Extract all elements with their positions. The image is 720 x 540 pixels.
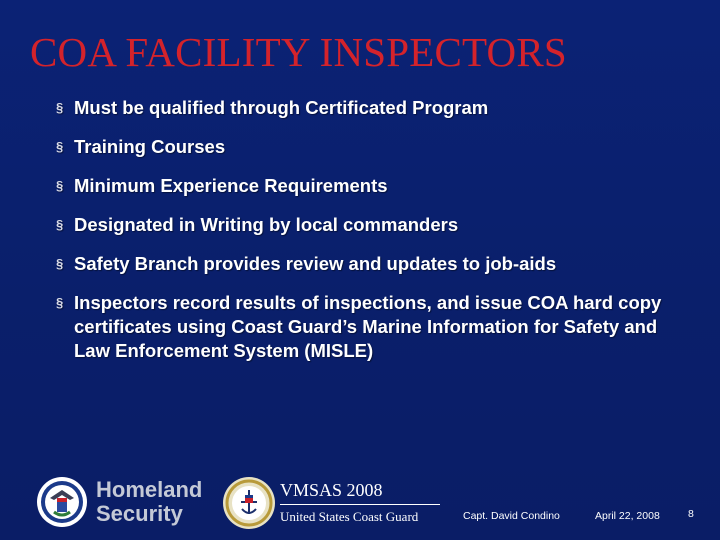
bullet-text: Safety Branch provides review and updates to job-aids (74, 253, 557, 274)
bullet-text: Inspectors record results of inspections, and issue COA hard copy certificates using Coast Guard’s Marine Information for Safety and Law Enforcement System (MISLE) (74, 292, 662, 361)
event-name: VMSAS 2008 (280, 480, 440, 505)
page-number: 8 (688, 508, 694, 520)
bullet-marker: § (56, 295, 64, 310)
dhs-wordmark (96, 478, 202, 526)
bullet-item (56, 291, 676, 363)
bullet-marker: § (56, 217, 64, 232)
bullet-list (56, 96, 676, 378)
footer (0, 468, 720, 540)
slide-title: COA FACILITY INSPECTORS (30, 29, 567, 75)
bullet-marker: § (56, 256, 64, 271)
bullet-item (56, 252, 676, 276)
bullet-text: Training Courses (74, 136, 226, 157)
dhs-line1: Homeland (96, 477, 203, 502)
event-block (280, 480, 440, 525)
organization-name: United States Coast Guard (280, 509, 419, 524)
presenter-name: Capt. David Condino (463, 510, 560, 522)
bullet-item (56, 135, 676, 159)
dhs-line2: Security (96, 501, 183, 526)
bullet-text: Designated in Writing by local commanders (74, 214, 459, 235)
uscg-seal-icon (222, 476, 276, 530)
bullet-marker: § (56, 100, 64, 115)
bullet-item (56, 213, 676, 237)
bullet-text: Must be qualified through Certificated Program (74, 97, 489, 118)
presentation-date: April 22, 2008 (595, 510, 660, 522)
bullet-marker: § (56, 139, 64, 154)
bullet-item (56, 96, 676, 120)
bullet-marker: § (56, 178, 64, 193)
bullet-item (56, 174, 676, 198)
dhs-seal-icon (36, 476, 88, 528)
bullet-text: Minimum Experience Requirements (74, 175, 388, 196)
